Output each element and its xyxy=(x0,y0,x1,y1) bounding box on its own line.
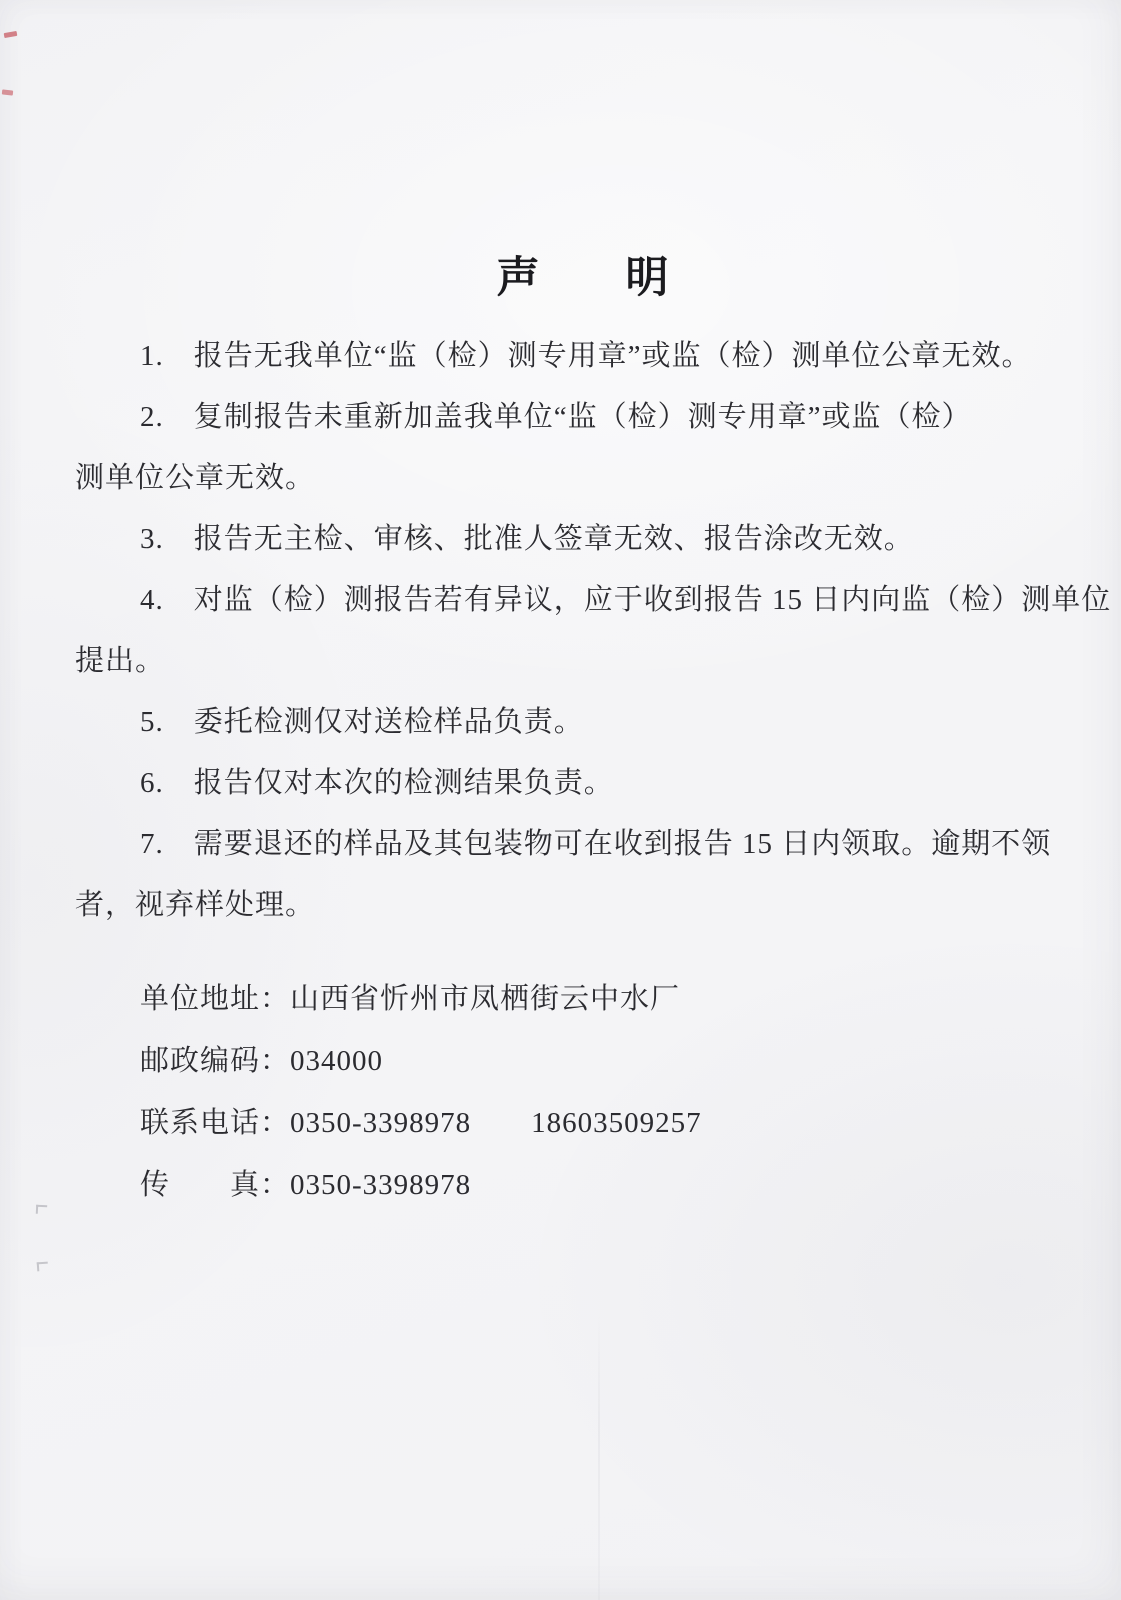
statement-line-9: 7. 需要退还的样品及其包装物可在收到报告 15 日内领取。逾期不领 xyxy=(140,828,1052,860)
page-title: 声 明 xyxy=(496,254,669,302)
fax-label: 传 真： xyxy=(140,1169,291,1201)
statement-line-6: 提出。 xyxy=(75,645,166,677)
statement-body xyxy=(75,326,1112,936)
phone-value: 0350-3398978 18603509257 xyxy=(290,1107,702,1139)
statement-line-5: 4. 对监（检）测报告若有异议，应于收到报告 15 日内向监（检）测单位 xyxy=(140,584,1112,616)
statement-line-8: 6. 报告仅对本次的检测结果负责。 xyxy=(140,767,614,799)
fax-value: 0350-3398978 xyxy=(290,1169,472,1201)
statement-line-7: 5. 委托检测仅对送检样品负责。 xyxy=(140,706,584,738)
contact-row-address xyxy=(140,968,1040,1030)
scan-artifact-mark xyxy=(36,1205,47,1215)
statement-line-10: 者，视弃样处理。 xyxy=(75,889,316,921)
phone-label: 联系电话： xyxy=(140,1107,291,1139)
statement-line-1: 1. 报告无我单位“监（检）测专用章”或监（检）测单位公章无效。 xyxy=(140,340,1032,372)
statement-line-4: 3. 报告无主检、审核、批准人签章无效、报告涂改无效。 xyxy=(140,523,914,555)
scan-artifact-mark xyxy=(37,1262,49,1272)
red-pen-mark xyxy=(2,89,13,95)
address-value: 山西省忻州市凤栖街云中水厂 xyxy=(290,983,681,1015)
postcode-label: 邮政编码： xyxy=(140,1045,291,1077)
red-pen-mark xyxy=(4,31,18,38)
address-label: 单位地址： xyxy=(140,983,291,1015)
contact-block xyxy=(140,968,1040,1216)
paper-crease xyxy=(598,1310,600,1600)
contact-row-fax xyxy=(140,1154,1040,1216)
statement-line-2: 2. 复制报告未重新加盖我单位“监（检）测专用章”或监（检） xyxy=(140,401,972,433)
postcode-value: 034000 xyxy=(290,1045,384,1077)
contact-row-phone xyxy=(140,1092,1040,1154)
contact-row-postcode xyxy=(140,1030,1040,1092)
statement-line-3: 测单位公章无效。 xyxy=(75,462,316,494)
